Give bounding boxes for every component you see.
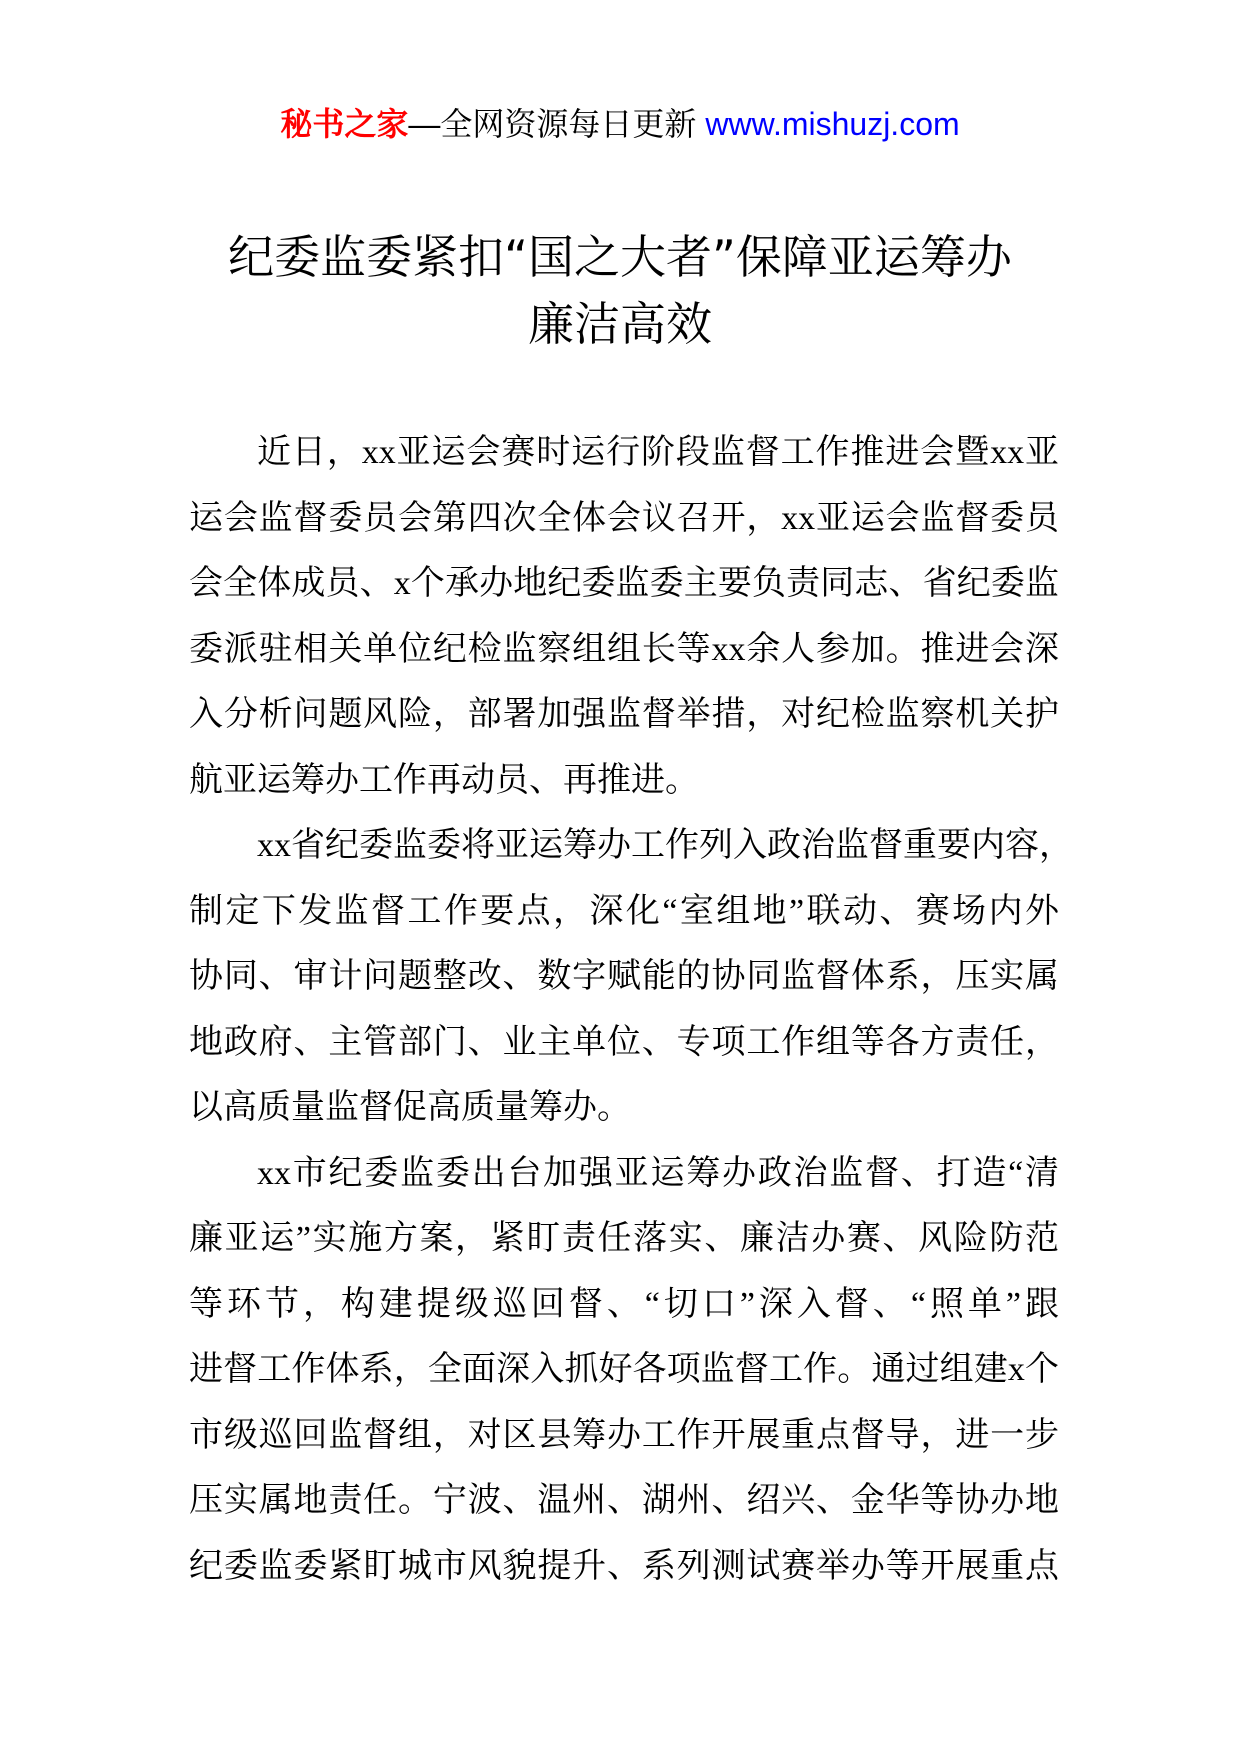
- paragraph: [189, 813, 1073, 1141]
- paragraph-line: 纪委监委紧盯城市风貌提升、系列测试赛举办等开展重点: [189, 1547, 1059, 1585]
- paragraph-line: xx市纪委监委出台加强亚运筹办政治监督、打造“清: [257, 1154, 1059, 1192]
- paragraph-line: 市级巡回监督组，对区县筹办工作开展重点督导，进一步: [189, 1416, 1059, 1454]
- paragraph-line: 协同、审计问题整改、数字赋能的协同监督体系，压实属: [189, 958, 1059, 995]
- paragraph-line: 运会监督委员会第四次全体会议召开，xx亚运会监督委员: [189, 499, 1059, 537]
- paragraph-line: 廉亚运”实施方案，紧盯责任落实、廉洁办赛、风险防范: [189, 1220, 1059, 1257]
- site-brand: 秘书之家: [280, 106, 409, 142]
- paragraph-line: 等环节，构建提级巡回督、“切口”深入督、“照单”跟: [189, 1285, 1059, 1323]
- site-url-link[interactable]: www.mishuzj.com: [705, 106, 960, 142]
- paragraph-line: xx省纪委监委将亚运筹办工作列入政治监督重要内容，: [257, 827, 1073, 864]
- site-tagline: —全网资源每日更新: [408, 106, 697, 142]
- paragraph-line: 地政府、主管部门、业主单位、专项工作组等各方责任，: [189, 1023, 1059, 1061]
- paragraph-line: 制定下发监督工作要点，深化“室组地”联动、赛场内外: [189, 892, 1059, 930]
- paragraph-line: 会全体成员、x个承办地纪委监委主要负责同志、省纪委监: [189, 565, 1059, 602]
- paragraph-line: 入分析问题风险，部署加强监督举措，对纪检监察机关护: [189, 696, 1059, 733]
- paragraph-line: 进督工作体系，全面深入抓好各项监督工作。通过组建x个: [189, 1351, 1059, 1388]
- document-body: [189, 420, 1073, 1599]
- paragraph-line: 委派驻相关单位纪检监察组组长等xx余人参加。推进会深: [189, 630, 1059, 668]
- paragraph-line: 以高质量监督促高质量筹办。: [189, 1089, 631, 1126]
- site-header: [0, 102, 1240, 146]
- title-line: 廉洁高效: [528, 296, 712, 351]
- paragraph-line: 压实属地责任。宁波、温州、湖州、绍兴、金华等协办地: [189, 1482, 1059, 1519]
- paragraph: [189, 1141, 1059, 1600]
- title-line: 纪委监委紧扣“国之大者”保障亚运筹办: [228, 230, 1012, 284]
- paragraph: [189, 420, 1059, 813]
- document-title: [0, 224, 1240, 357]
- paragraph-line: 航亚运筹办工作再动员、再推进。: [189, 761, 699, 799]
- paragraph-line: 近日，xx亚运会赛时运行阶段监督工作推进会暨xx亚: [257, 434, 1059, 471]
